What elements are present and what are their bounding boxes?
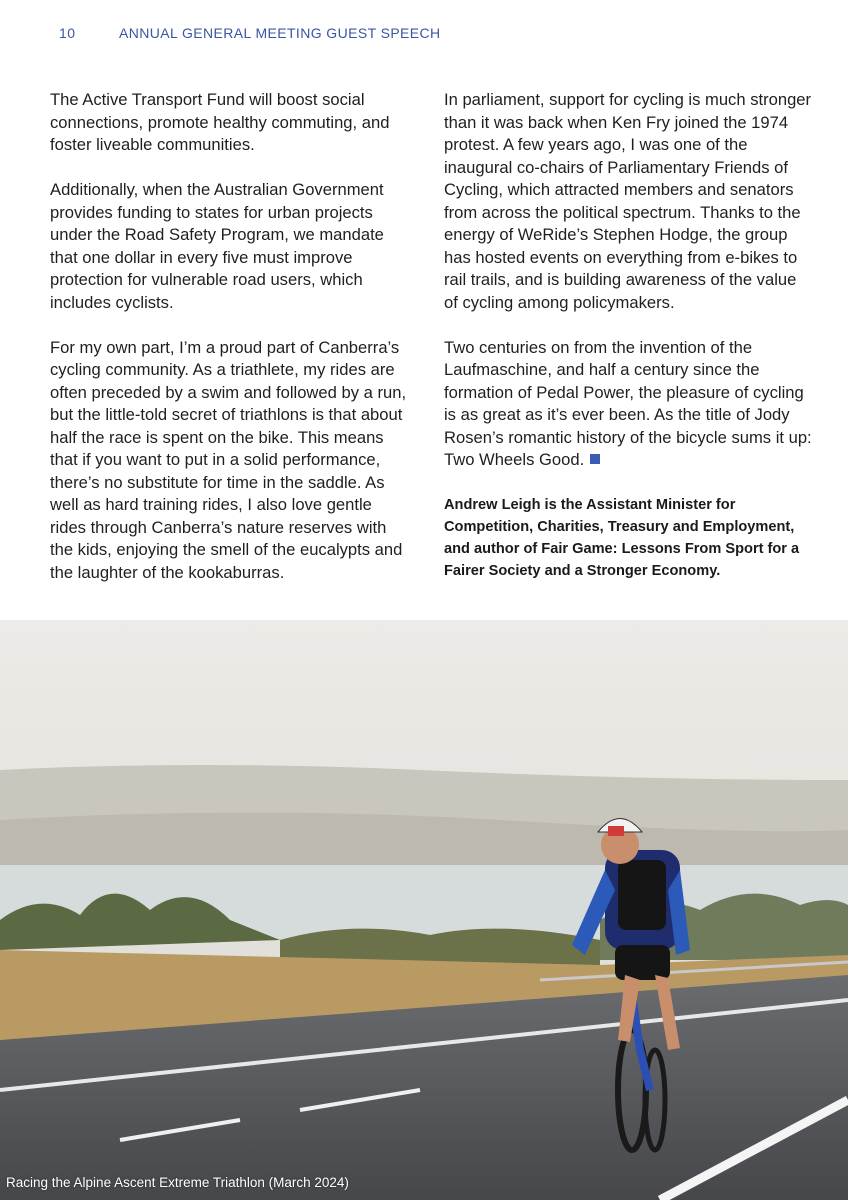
end-mark-icon (590, 454, 600, 464)
page-header (0, 0, 848, 60)
race-number-sticker (608, 826, 624, 836)
rider-vest (618, 860, 666, 930)
paragraph: The Active Transport Fund will boost social connections, promote healthy commuting, and foster liveable communities. (50, 90, 390, 154)
rider-shorts (615, 945, 670, 980)
paragraph-final (444, 337, 812, 472)
paragraph: For my own part, I’m a proud part of Canberra’s cycling community. As a triathlete, my rides are often preceded by a swim and followed by a run, but the little-told secret of triathlons is that about half the race is spent on the bike. This means that if you want to put in a solid performance, there’s no substitute for time in the saddle. As well as hard training rides, I also love gentle rides through Canberra’s nature reserves with the kids, enjoying the smell of the eucalypts and the laughter of the kookaburras. (50, 337, 407, 582)
paragraph: In parliament, support for cycling is much stronger than it was back when Ken Fry joined the 1974 protest. A few years ago, I was one of the inaugural co-chairs of Parliamentary Friends of Cycling, which attracted members and senators from across the political spectrum. Thanks to the energy of WeRide’s Stephen Hodge, the group has hosted events on everything from e-bikes to rail trails, and is building awareness of the value of cycling among policymakers. (444, 90, 812, 312)
running-title: ANNUAL GENERAL MEETING GUEST SPEECH (119, 25, 441, 41)
page-number: 10 (59, 25, 76, 41)
paragraph: Additionally, when the Australian Government provides funding to states for urban projects under the Road Safety Program, we mandate that one dollar in every five must improve protection for vulnerable road users, which includes cyclists. (50, 180, 384, 312)
paragraph-text: Two centuries on from the invention of the Laufmaschine, and half a century since the formation of Pedal Power, the pleasure of cycling is as great as it’s ever been. As the title of Jody Rosen’s romantic history of the bicycle sums it up: Two Wheels Good. (444, 337, 812, 469)
right-column (444, 89, 812, 605)
author-bio: Andrew Leigh is the Assistant Minister for Competition, Charities, Treasury and Employment, and author of Fair Game: Lessons From Sport for a Fairer Society and a Stronger Economy. (444, 497, 800, 579)
left-column (50, 89, 410, 607)
photo-illustration (0, 620, 848, 1200)
photo-caption: Racing the Alpine Ascent Extreme Triathlon (March 2024) (6, 1175, 349, 1190)
cyclist-photo (0, 620, 848, 1200)
